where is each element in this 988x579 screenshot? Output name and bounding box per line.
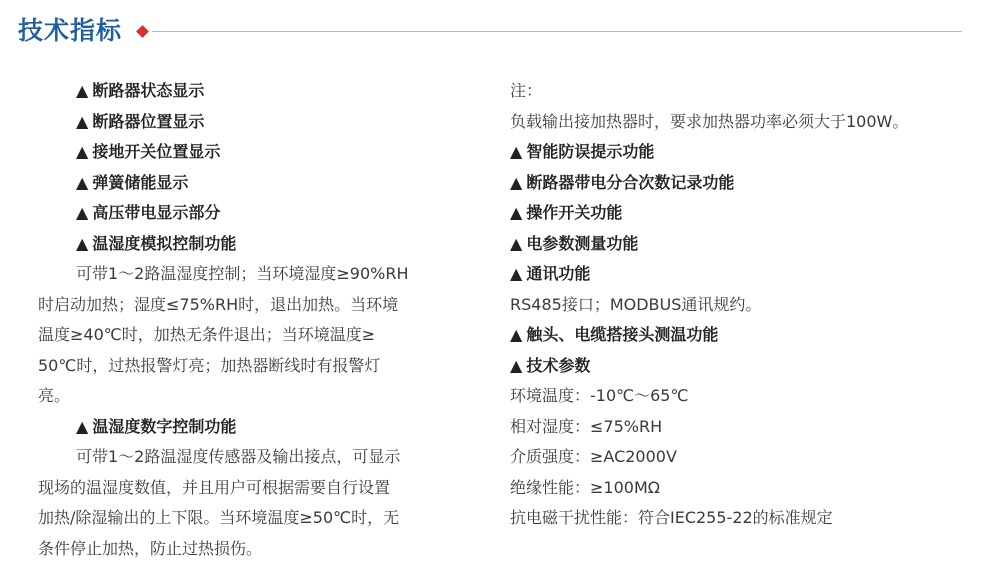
feature-item: ▲ 技术参数 bbox=[510, 351, 970, 382]
param-line: 绝缘性能：≥100MΩ bbox=[510, 477, 660, 497]
triangle-bullet-icon: ▲ bbox=[76, 172, 89, 192]
triangle-bullet-icon: ▲ bbox=[76, 416, 89, 436]
feature-item: ▲ 温湿度模拟控制功能 bbox=[38, 229, 443, 260]
feature-item: ▲ 断路器带电分合次数记录功能 bbox=[510, 168, 970, 199]
diamond-icon bbox=[136, 25, 149, 38]
digital-desc-line: 加热/除湿输出的上下限。当环境温度≥50℃时，无 bbox=[38, 508, 400, 527]
feature-item: ▲ 高压带电显示部分 bbox=[38, 198, 443, 229]
triangle-bullet-icon: ▲ bbox=[510, 142, 523, 161]
feature-item: ▲ 温湿度数字控制功能 bbox=[38, 412, 443, 443]
triangle-bullet-icon: ▲ bbox=[510, 264, 523, 283]
triangle-bullet-icon: ▲ bbox=[510, 203, 523, 222]
param-line: 抗电磁干扰性能：符合IEC255-22的标准规定 bbox=[510, 508, 833, 527]
feature-item: ▲ 电参数测量功能 bbox=[510, 229, 970, 260]
param-line: 相对湿度：≤75%RH bbox=[510, 416, 663, 436]
feature-item: ▲ 断路器状态显示 bbox=[38, 76, 443, 107]
note-label: 注： bbox=[510, 81, 543, 100]
analog-desc-line: 50℃时，过热报警灯亮；加热器断线时有报警灯 bbox=[38, 355, 381, 375]
analog-desc-line: 温度≥40℃时，加热无条件退出；当环境温度≥ bbox=[38, 325, 376, 344]
triangle-bullet-icon: ▲ bbox=[76, 203, 89, 222]
triangle-bullet-icon: ▲ bbox=[76, 142, 89, 161]
feature-item: ▲ 接地开关位置显示 bbox=[38, 137, 443, 168]
note-text: 负载输出接加热器时，要求加热器功率必须大于100W。 bbox=[510, 111, 909, 131]
section-title: 技术指标 bbox=[18, 16, 123, 45]
left-column bbox=[38, 76, 443, 564]
triangle-bullet-icon: ▲ bbox=[510, 233, 523, 253]
triangle-bullet-icon: ▲ bbox=[510, 172, 523, 192]
digital-desc-line: 条件停止加热，防止过热损伤。 bbox=[38, 538, 263, 558]
triangle-bullet-icon: ▲ bbox=[510, 355, 523, 375]
triangle-bullet-icon: ▲ bbox=[510, 325, 523, 344]
triangle-bullet-icon: ▲ bbox=[76, 233, 89, 253]
feature-item: ▲ 通讯功能 bbox=[510, 259, 970, 290]
section-header bbox=[18, 14, 962, 48]
param-line: 介质强度：≥AC2000V bbox=[510, 447, 677, 466]
feature-item: ▲ 断路器位置显示 bbox=[38, 107, 443, 138]
triangle-bullet-icon: ▲ bbox=[76, 81, 89, 100]
analog-desc-line: 可带1～2路温湿度控制；当环境湿度≥90%RH bbox=[76, 264, 409, 283]
analog-desc-line: 亮。 bbox=[38, 386, 71, 405]
right-column bbox=[510, 76, 970, 534]
analog-desc-line: 时启动加热；湿度≤75%RH时，退出加热。当环境 bbox=[38, 294, 399, 314]
feature-item: ▲ 触头、电缆搭接头测温功能 bbox=[510, 320, 970, 351]
feature-item: ▲ 弹簧储能显示 bbox=[38, 168, 443, 199]
feature-item: ▲ 操作开关功能 bbox=[510, 198, 970, 229]
digital-desc-line: 可带1～2路温湿度传感器及输出接点，可显示 bbox=[76, 447, 401, 466]
header-divider bbox=[152, 31, 962, 32]
digital-desc-line: 现场的温湿度数值，并且用户可根据需要自行设置 bbox=[38, 477, 391, 497]
comm-text: RS485接口；MODBUS通讯规约。 bbox=[510, 294, 762, 314]
feature-item: ▲ 智能防误提示功能 bbox=[510, 137, 970, 168]
param-line: 环境温度：-10℃～65℃ bbox=[510, 386, 689, 405]
triangle-bullet-icon: ▲ bbox=[76, 111, 89, 131]
